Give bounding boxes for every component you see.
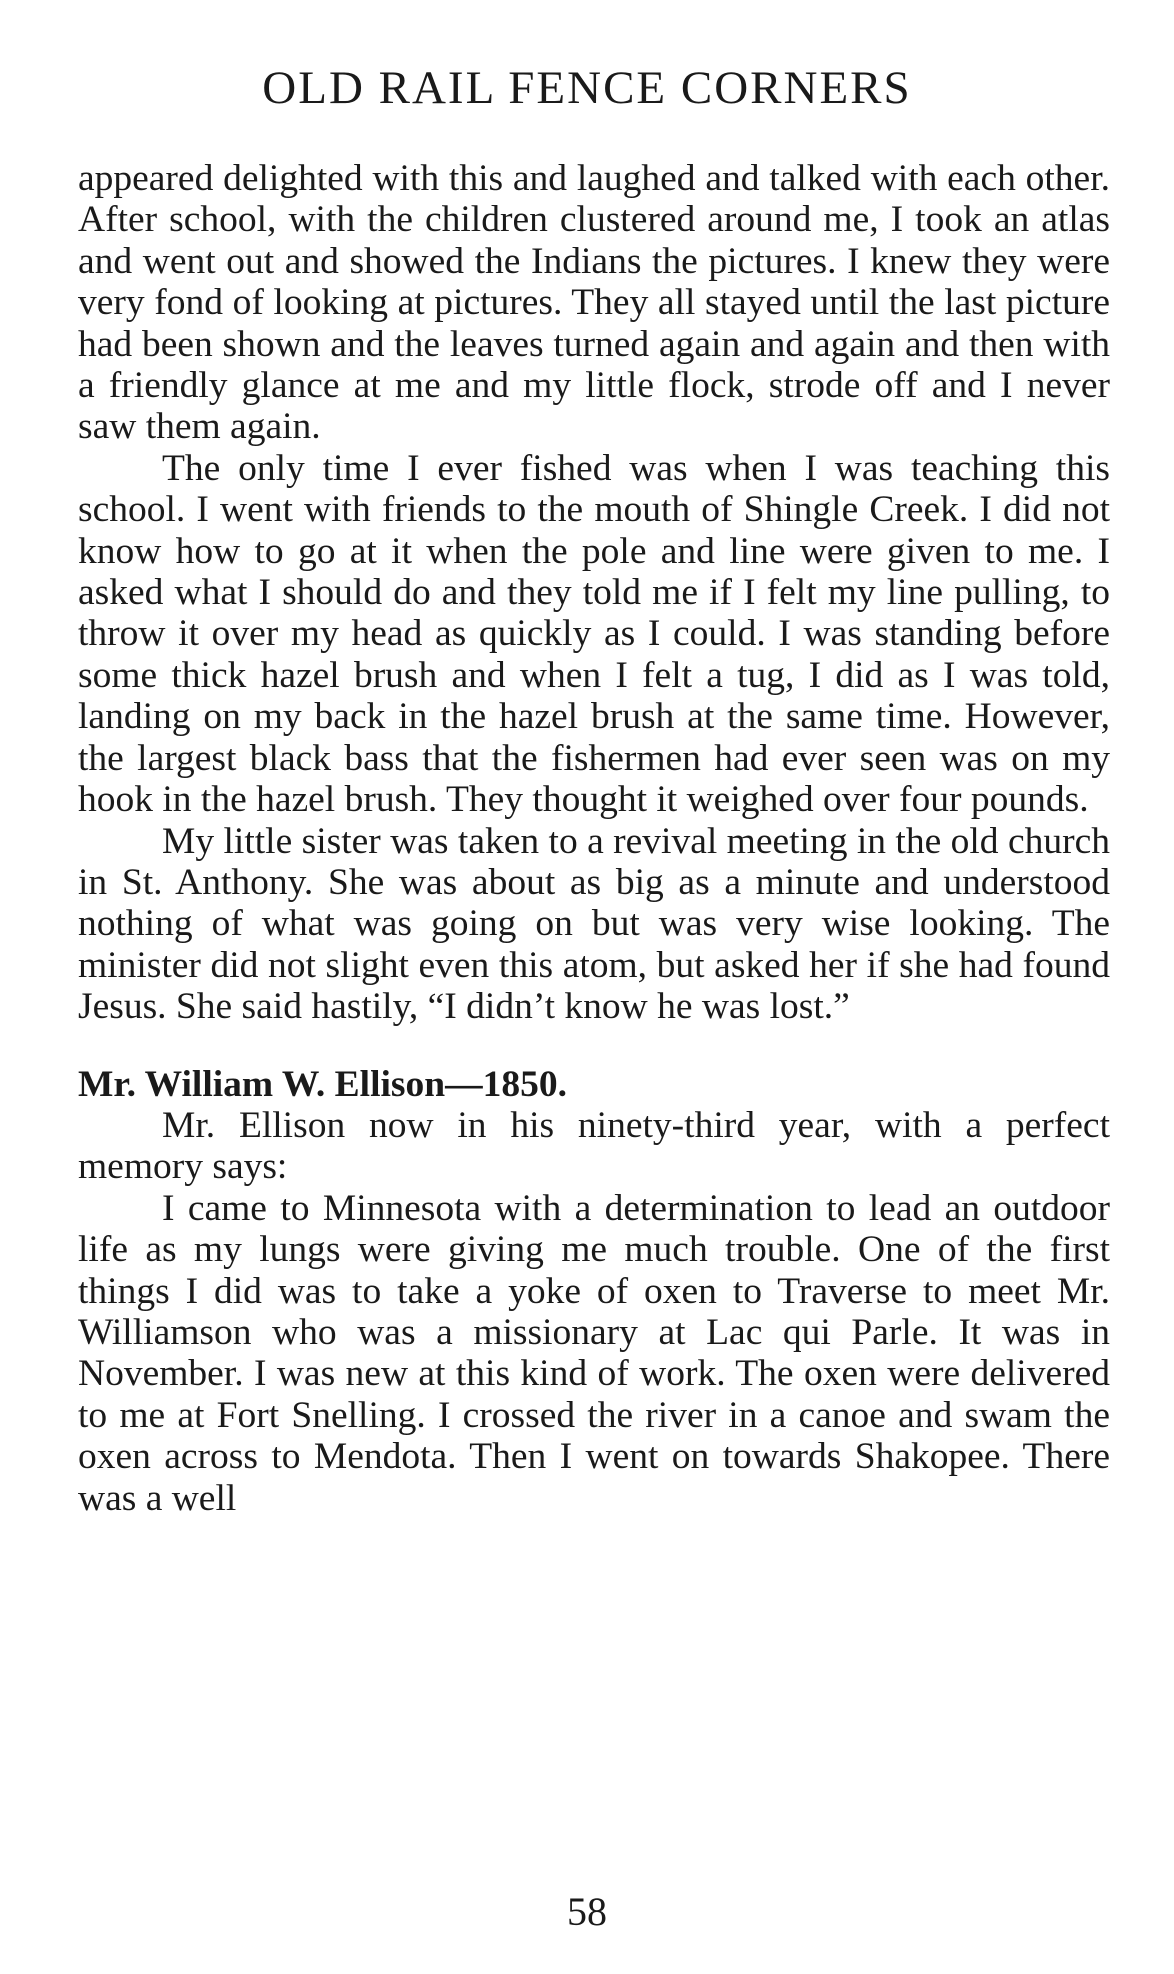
paragraph-continued: appeared delighted with this and laughed and talked with each other. After school, with the children clustered around me, I took an atlas and went out and showed the Indians the pictures. I knew they were very fond of looking at pictures. They all stayed until the last picture had been shown and the leaves turned again and again and then with a friendly glance at me and my little flock, strode off and I never saw them again. (78, 158, 1110, 448)
paragraph-ellison-oxen: I came to Minnesota with a determination to lead an outdoor life as my lungs were giving me much trouble. One of the first things I did was to take a yoke of oxen to Traverse to meet Mr. Williamson who was a missionary at Lac qui Parle. It was in November. I was new at this kind of work. The oxen were delivered to me at Fort Snelling. I crossed the river in a canoe and swam the oxen across to Mendota. Then I went on towards Shakopee. There was a well (78, 1187, 1110, 1519)
paragraph-ellison-intro: Mr. Ellison now in his ninety-third year, with a perfect memory says: (78, 1104, 1110, 1188)
running-head: OLD RAIL FENCE CORNERS (262, 62, 912, 114)
page-number: 58 (567, 1889, 607, 1934)
section-heading: Mr. William W. Ellison—1850. (78, 1063, 568, 1105)
body-text (78, 158, 1110, 1519)
paragraph-fishing: The only time I ever fished was when I was teaching this school. I went with friends to the mouth of Shingle Creek. I did not know how to go at it when the pole and line were given to me. I asked what I should do and they told me if I felt my line pulling, to throw it over my head as quickly as I could. I was standing before some thick hazel brush and when I felt a tug, I did as I was told, landing on my back in the hazel brush at the same time. However, the largest black bass that the fishermen had ever seen was on my hook in the hazel brush. They thought it weighed over four pounds. (78, 447, 1110, 821)
paragraph-revival-meeting: My little sister was taken to a revival meeting in the old church in St. Anthony. She was about as big as a minute and understood nothing of what was going on but was very wise looking. The minister did not slight even this atom, but asked her if she had found Jesus. She said hastily, “I didn’t know he was lost.” (78, 820, 1110, 1028)
